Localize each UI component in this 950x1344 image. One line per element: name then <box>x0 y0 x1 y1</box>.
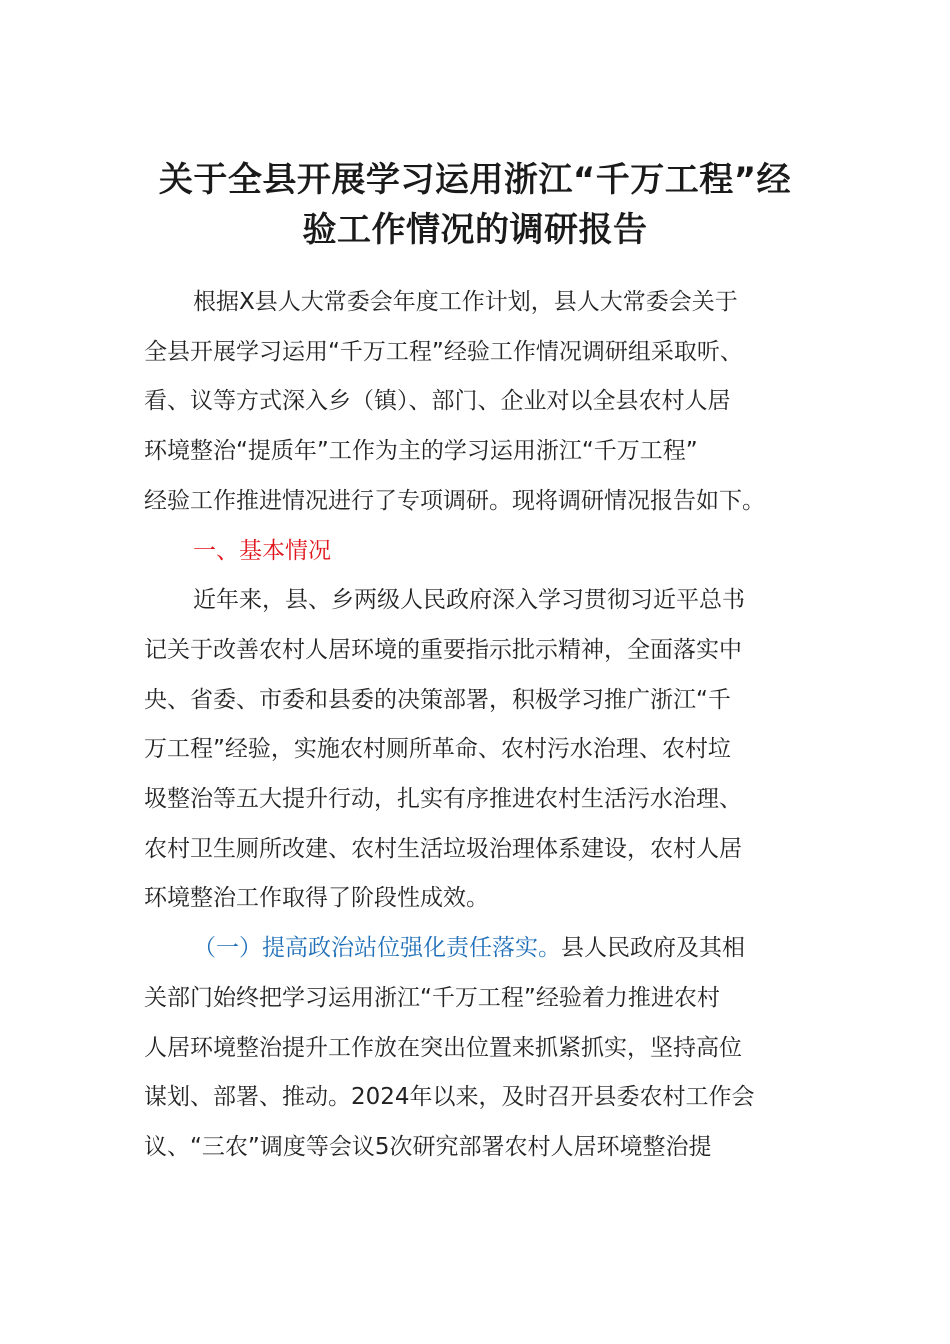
document-title <box>0 155 950 255</box>
section1-line-4: 万工程”经验，实施农村厕所革命、农村污水治理、农村垃 <box>144 736 731 763</box>
section-heading-basic: 一、基本情况 <box>193 537 331 564</box>
intro-line-3: 看、议等方式深入乡（镇）、部门、企业对以全县农村人居 <box>144 388 731 415</box>
subsection1-first-line <box>0 924 950 974</box>
subsection-heading-political: （一）提高政治站位强化责任落实。 <box>193 935 561 962</box>
subsection1-line-2: 关部门始终把学习运用浙江“千万工程”经验着力推进农村 <box>144 984 720 1011</box>
section1-line-3: 央、省委、市委和县委的决策部署，积极学习推广浙江“千 <box>144 686 731 713</box>
section1-line-5: 圾整治等五大提升行动，扎实有序推进农村生活污水治理、 <box>144 786 742 813</box>
intro-line-5: 经验工作推进情况进行了专项调研。现将调研情况报告如下。 <box>144 487 765 514</box>
intro-line-1: 根据X县人大常委会年度工作计划，县人大常委会关于 <box>193 289 738 315</box>
section1-line-2: 记关于改善农村人居环境的重要指示批示精神，全面落实中 <box>144 636 742 663</box>
section1-line-7: 环境整治工作取得了阶段性成效。 <box>144 885 489 912</box>
title-line-1: 关于全县开展学习运用浙江“千万工程”经 <box>158 160 792 200</box>
subsection1-line-5: 议、“三农”调度等会议5次研究部署农村人居环境整治提 <box>144 1133 712 1160</box>
subsection1-first-text: 县人民政府及其相 <box>561 935 745 962</box>
subsection1-line-4: 谋划、部署、推动。2024年以来，及时召开县委农村工作会 <box>144 1084 755 1111</box>
document-body <box>0 278 950 1173</box>
title-line-2: 验工作情况的调研报告 <box>302 210 648 250</box>
section1-line-1: 近年来，县、乡两级人民政府深入学习贯彻习近平总书 <box>193 587 745 614</box>
intro-line-2: 全县开展学习运用“千万工程”经验工作情况调研组采取听、 <box>144 338 743 365</box>
section1-line-6: 农村卫生厕所改建、农村生活垃圾治理体系建设，农村人居 <box>144 835 742 862</box>
subsection1-line-3: 人居环境整治提升工作放在突出位置来抓紧抓实，坚持高位 <box>144 1034 742 1061</box>
intro-line-4: 环境整治“提质年”工作为主的学习运用浙江“千万工程” <box>144 438 698 465</box>
